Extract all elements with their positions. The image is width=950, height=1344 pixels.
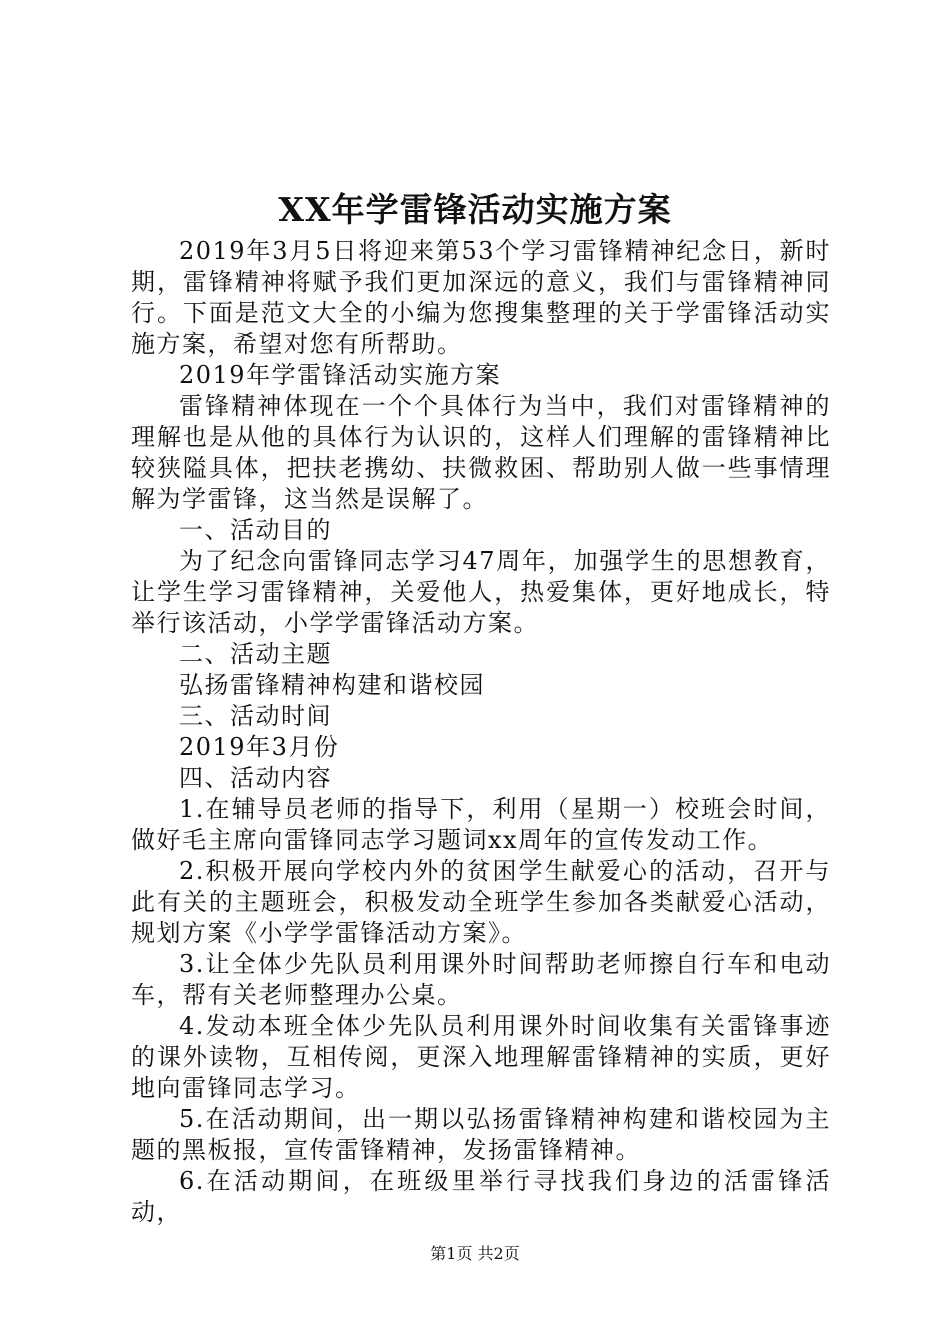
list-item: 5.在活动期间，出一期以弘扬雷锋精神构建和谐校园为主题的黑板报，宣传雷锋精神，发扬雷锋精神。 [131, 1105, 831, 1164]
list-item: 6.在活动期间，在班级里举行寻找我们身边的活雷锋活动， [131, 1167, 831, 1226]
section-heading-content: 四、活动内容 [179, 764, 332, 792]
list-item: 4.发动本班全体少先队员利用课外时间收集有关雷锋事迹的课外读物，互相传阅，更深入地理解雷锋精神的实质，更好地向雷锋同志学习。 [131, 1012, 831, 1102]
list-item: 1.在辅导员老师的指导下，利用（星期一）校班会时间，做好毛主席向雷锋同志学习题词xx周年的宣传发动工作。 [131, 795, 831, 854]
body-paragraph: 2019年3月份 [179, 733, 340, 761]
list-item: 3.让全体少先队员利用课外时间帮助老师擦自行车和电动车，帮有关老师整理办公桌。 [131, 950, 831, 1009]
subtitle-line: 2019年学雷锋活动实施方案 [179, 361, 502, 389]
section-heading-theme: 二、活动主题 [179, 640, 332, 668]
section-heading-time: 三、活动时间 [179, 702, 332, 730]
page-footer: 第1页 共2页 [430, 1244, 520, 1263]
list-item: 2.积极开展向学校内外的贫困学生献爱心的活动，召开与此有关的主题班会，积极发动全班学生参加各类献爱心活动，规划方案《小学学雷锋活动方案》。 [131, 857, 831, 947]
document-body [131, 236, 831, 1228]
document-title: XX年学雷锋活动实施方案 [278, 190, 672, 229]
body-paragraph: 弘扬雷锋精神构建和谐校园 [179, 671, 485, 699]
body-paragraph: 为了纪念向雷锋同志学习47周年，加强学生的思想教育，让学生学习雷锋精神，关爱他人，热爱集体，更好地成长，特举行该活动，小学学雷锋活动方案。 [131, 547, 831, 637]
body-paragraph: 雷锋精神体现在一个个具体行为当中，我们对雷锋精神的理解也是从他的具体行为认识的，这样人们理解的雷锋精神比较狭隘具体，把扶老携幼、扶微救困、帮助别人做一些事情理解为学雷锋，这当然是误解了。 [131, 392, 831, 513]
intro-paragraph: 2019年3月5日将迎来第53个学习雷锋精神纪念日，新时期，雷锋精神将赋予我们更加深远的意义，我们与雷锋精神同行。下面是范文大全的小编为您搜集整理的关于学雷锋活动实施方案，希望对您有所帮助。 [131, 237, 831, 358]
section-heading-purpose: 一、活动目的 [179, 516, 332, 544]
